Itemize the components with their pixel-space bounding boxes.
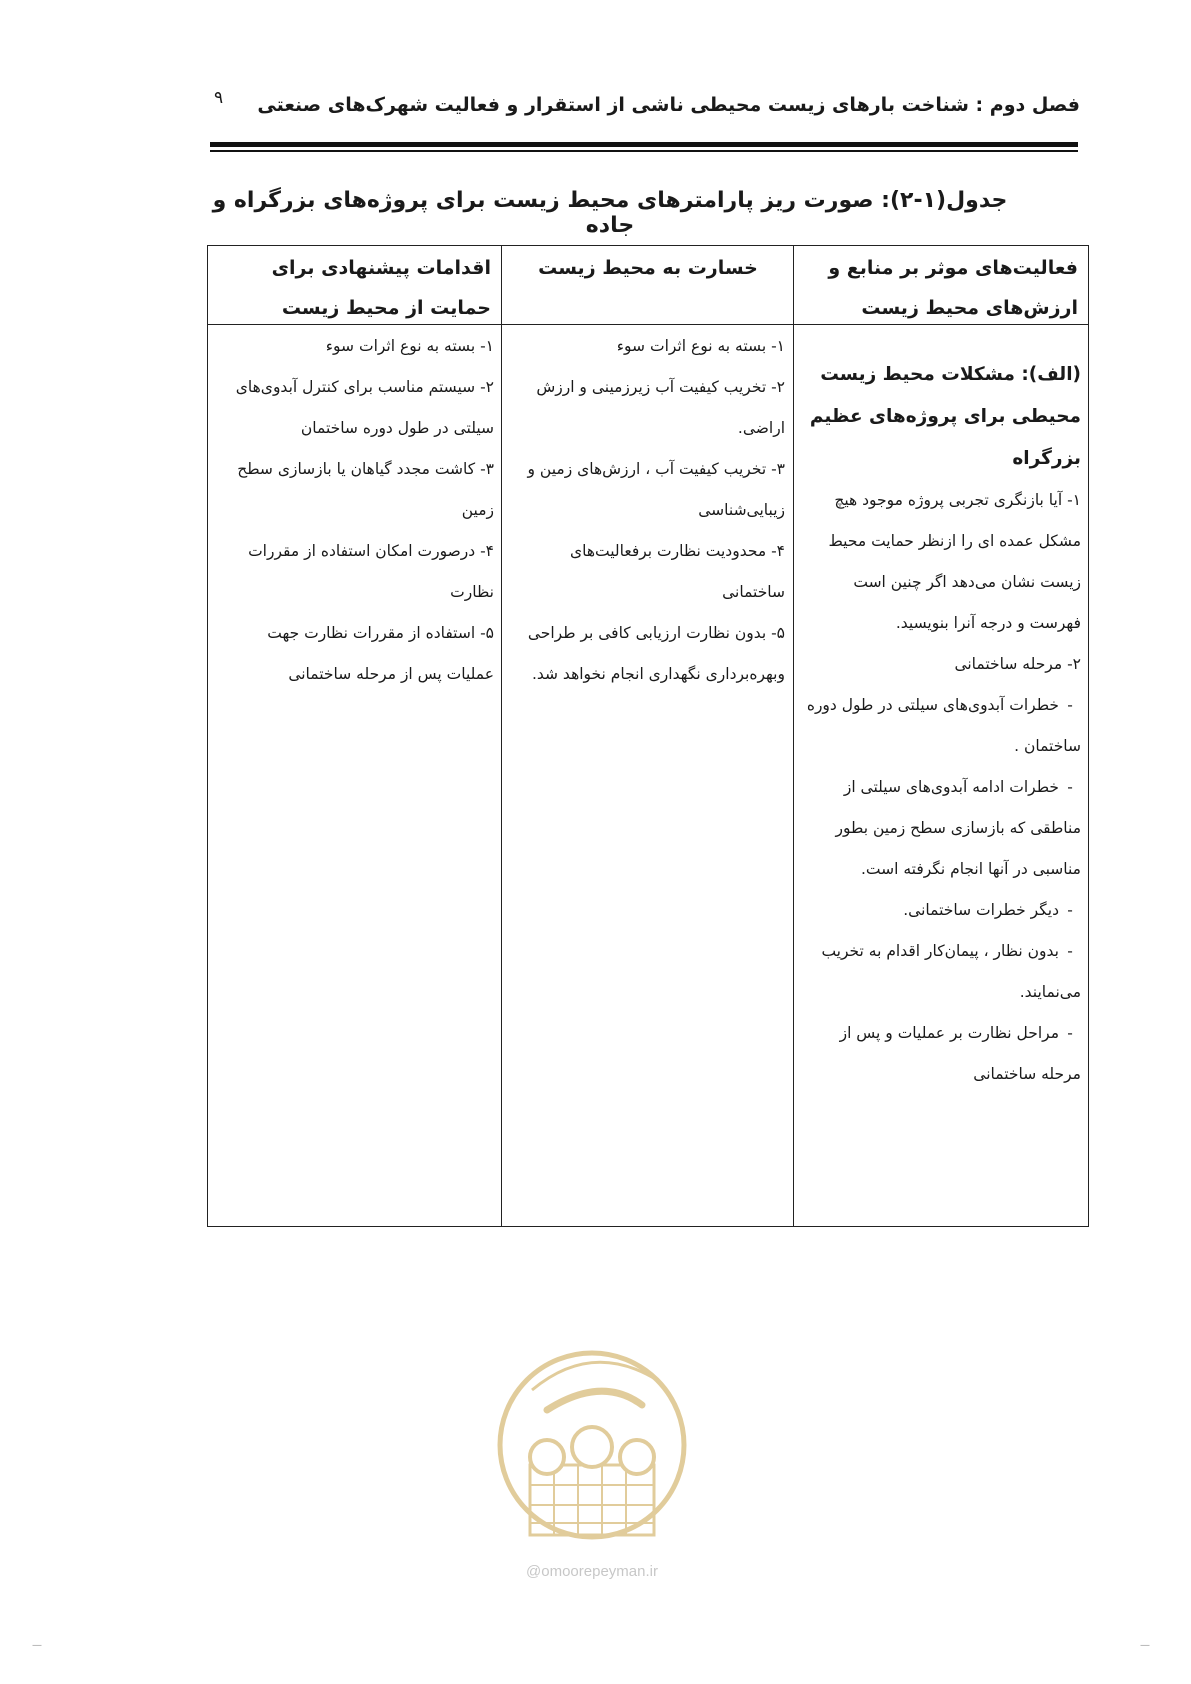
list-item: ۲- تخریب کیفیت آب زیرزمینی و ارزش اراضی. [536,378,785,437]
sub-item-text: خطرات ادامه آبدوی‌های سیلتی از مناطقی که بازسازی سطح زمین بطور مناسبی در آنها انجام نگرفته است. [835,778,1081,878]
dash-bullet: - [1067,942,1073,960]
list-item: ۲- سیستم مناسب برای کنترل آبدوی‌های سیلتی در طول دوره ساختمان [235,378,494,437]
sub-item [805,767,1081,890]
list-item: ۴- درصورت امکان استفاده از مقررات نظارت [248,542,494,601]
header-rule-thin [210,150,1078,152]
watermark-seal-icon [492,1335,692,1560]
dash-bullet: - [1067,1024,1073,1042]
damage-column [513,326,785,695]
chapter-title: فصل دوم : شناخت بارهای زیست محیطی ناشی از استقرار و فعالیت شهرک‌های صنعتی [257,94,1080,116]
parameters-table [207,245,1089,1227]
list-item: ۵- استفاده از مقررات نظارت جهت عملیات پس از مرحله ساختمانی [267,624,494,683]
sub-item [805,890,1081,931]
dash-bullet: - [1067,696,1073,714]
sub-item [805,1013,1081,1095]
header-activities: فعالیت‌های موثر بر منابع و ارزش‌های محیط زیست [828,257,1078,319]
page-header [200,88,1080,128]
sub-item-text: دیگر خطرات ساختمانی. [903,901,1059,919]
list-item: ۳- تخریب کیفیت آب ، ارزش‌های زمین و زیبایی‌شناسی [527,460,785,519]
sub-item-text: بدون نظار ، پیمان‌کار اقدام به تخریب می‌نمایند. [821,942,1081,1001]
sub-item [805,931,1081,1013]
table-title: جدول(۱-۲): صورت ریز پارامترهای محیط زیست برای پروژه‌های بزرگراه و جاده [212,188,1008,238]
watermark-url: @omoorepeyman.ir [526,1563,658,1580]
header-damage: خسارت به محیط زیست [538,257,758,279]
scan-mark: — [32,1640,42,1651]
list-item: ۵- بدون نظارت ارزیابی کافی بر طراحی وبهره‌برداری نگهداری انجام نخواهد شد. [527,624,785,683]
sub-item-text: مراحل نظارت بر عملیات و پس از مرحله ساختمانی [839,1024,1081,1083]
list-item: ۱- بسته به نوع اثرات سوء [325,337,494,355]
list-item: ۳- کاشت مجدد گیاهان یا بازسازی سطح زمین [237,460,494,519]
list-item: ۱- آیا بازنگری تجربی پروژه موجود هیچ مشکل عمده ای را ازنظر حمایت محیط زیست نشان می‌دهد اگر چنین است فهرست و درجه آنرا بنویسید. [828,491,1081,632]
header-actions: اقدامات پیشنهادی برای حمایت از محیط زیست [271,257,491,319]
header-rule [210,142,1078,147]
watermark-logo [492,1335,692,1595]
dash-bullet: - [1067,901,1073,919]
sub-item [805,685,1081,767]
scan-mark: — [1140,1640,1150,1651]
column-divider [793,246,794,1226]
dash-bullet: - [1067,778,1073,796]
list-item: ۴- محدودیت نظارت برفعالیت‌های ساختمانی [569,542,785,601]
column-divider [501,246,502,1226]
activities-column [805,326,1081,1095]
page-number: ۹ [214,88,224,108]
actions-column [220,326,494,695]
section-title: (الف): مشکلات محیط زیست محیطی برای پروژه‌های عظیم بزرگراه [809,364,1081,469]
list-item: ۲- مرحله ساختمانی [954,655,1081,673]
list-item: ۱- بسته به نوع اثرات سوء [616,337,785,355]
sub-item-text: خطرات آبدوی‌های سیلتی در طول دوره ساختمان . [806,696,1081,755]
